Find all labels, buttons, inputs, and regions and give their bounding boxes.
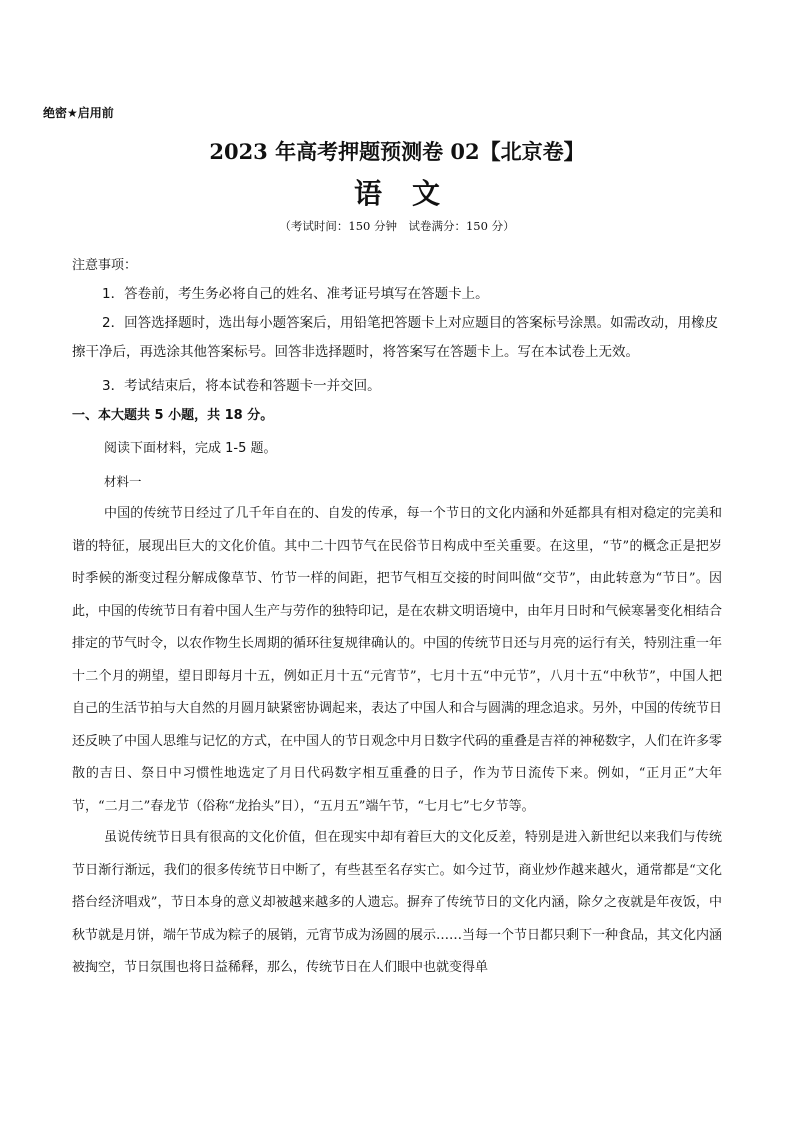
material-label: 材料一 (104, 474, 142, 489)
exam-info: （考试时间：150 分钟 试卷满分：150 分） (279, 219, 515, 233)
subject-title: 语文 (353, 177, 470, 210)
notice-item: 2．回答选择题时，选出每小题答案后，用铅笔把答题卡上对应题目的答案标号涂黑。如需改动，用橡皮擦干净后，再选涂其他答案标号。回答非选择题时，将答案写在答题卡上。写在本试卷上无效。 (72, 315, 719, 360)
notice-heading: 注意事项： (72, 258, 138, 273)
material-paragraph: 中国的传统节日经过了几千年自在的、自发的传承，每一个节日的文化内涵和外延都具有相对稳定的完美和谐的特征，展现出巨大的文化价值。其中二十四节气在民俗节日构成中至关重要。在这里，“节”的概念正是把岁时季候的渐变过程分解成像草节、竹节一样的间距，把节气相互交接的时间叫做“交节”，由此转意为“节日”。因此，中国的传统节日有着中国人生产与劳作的独特印记，是在农耕文明语境中，由年月日时和气候寒暑变化相结合排定的节气时令，以农作物生长周期的循环往复规律确认的。中国的传统节日还与月亮的运行有关，特别注重一年十二个月的朔望，望日即每月十五，例如正月十五“元宵节”，七月十五“中元节”，八月十五“中秋节”，中国人把自己的生活节拍与大自然的月圆月缺紧密协调起来，表达了中国人和合与圆满的理念追求。另外，中国的传统节日还反映了中国人思维与记忆的方式，在中国人的节日观念中月日数字代码的重叠是吉祥的神秘数字，人们在许多零散的吉日、祭日中习惯性地选定了月日代码数字相互重叠的日子，作为节日流传下来。例如，“正月正”大年节，“二月二”春龙节（俗称“龙抬头”日），“五月五”端午节，“七月七”七夕节等。 (72, 506, 723, 814)
section-heading: 一、本大题共 5 小题，共 18 分。 (72, 408, 274, 423)
secret-label: 绝密★启用前 (43, 106, 114, 120)
notice-item: 1．答卷前，考生务必将自己的姓名、准考证号填写在答题卡上。 (102, 286, 489, 302)
page-title: 2023 年高考押题预测卷 02【北京卷】 (209, 139, 585, 164)
material-paragraph: 虽说传统节日具有很高的文化价值，但在现实中却有着巨大的文化反差，特别是进入新世纪以来我们与传统节日渐行渐远，我们的很多传统节日中断了，有些甚至名存实亡。如今过节，商业炒作越来越火，通常都是“文化搭台经济唱戏”，节日本身的意义却被越来越多的人遗忘。摒弃了传统节日的文化内涵，除夕之夜就是年夜饭，中秋节就是月饼，端午节成为粽子的展销，元宵节成为汤圆的展示……当每一个节日都只剩下一种食品，其文化内涵被掏空，节日氛围也将日益稀释，那么，传统节日在人们眼中也就变得单 (72, 830, 723, 975)
notice-item: 3．考试结束后，将本试卷和答题卡一并交回。 (102, 378, 381, 394)
section-instruction: 阅读下面材料，完成 1-5 题。 (104, 441, 277, 456)
